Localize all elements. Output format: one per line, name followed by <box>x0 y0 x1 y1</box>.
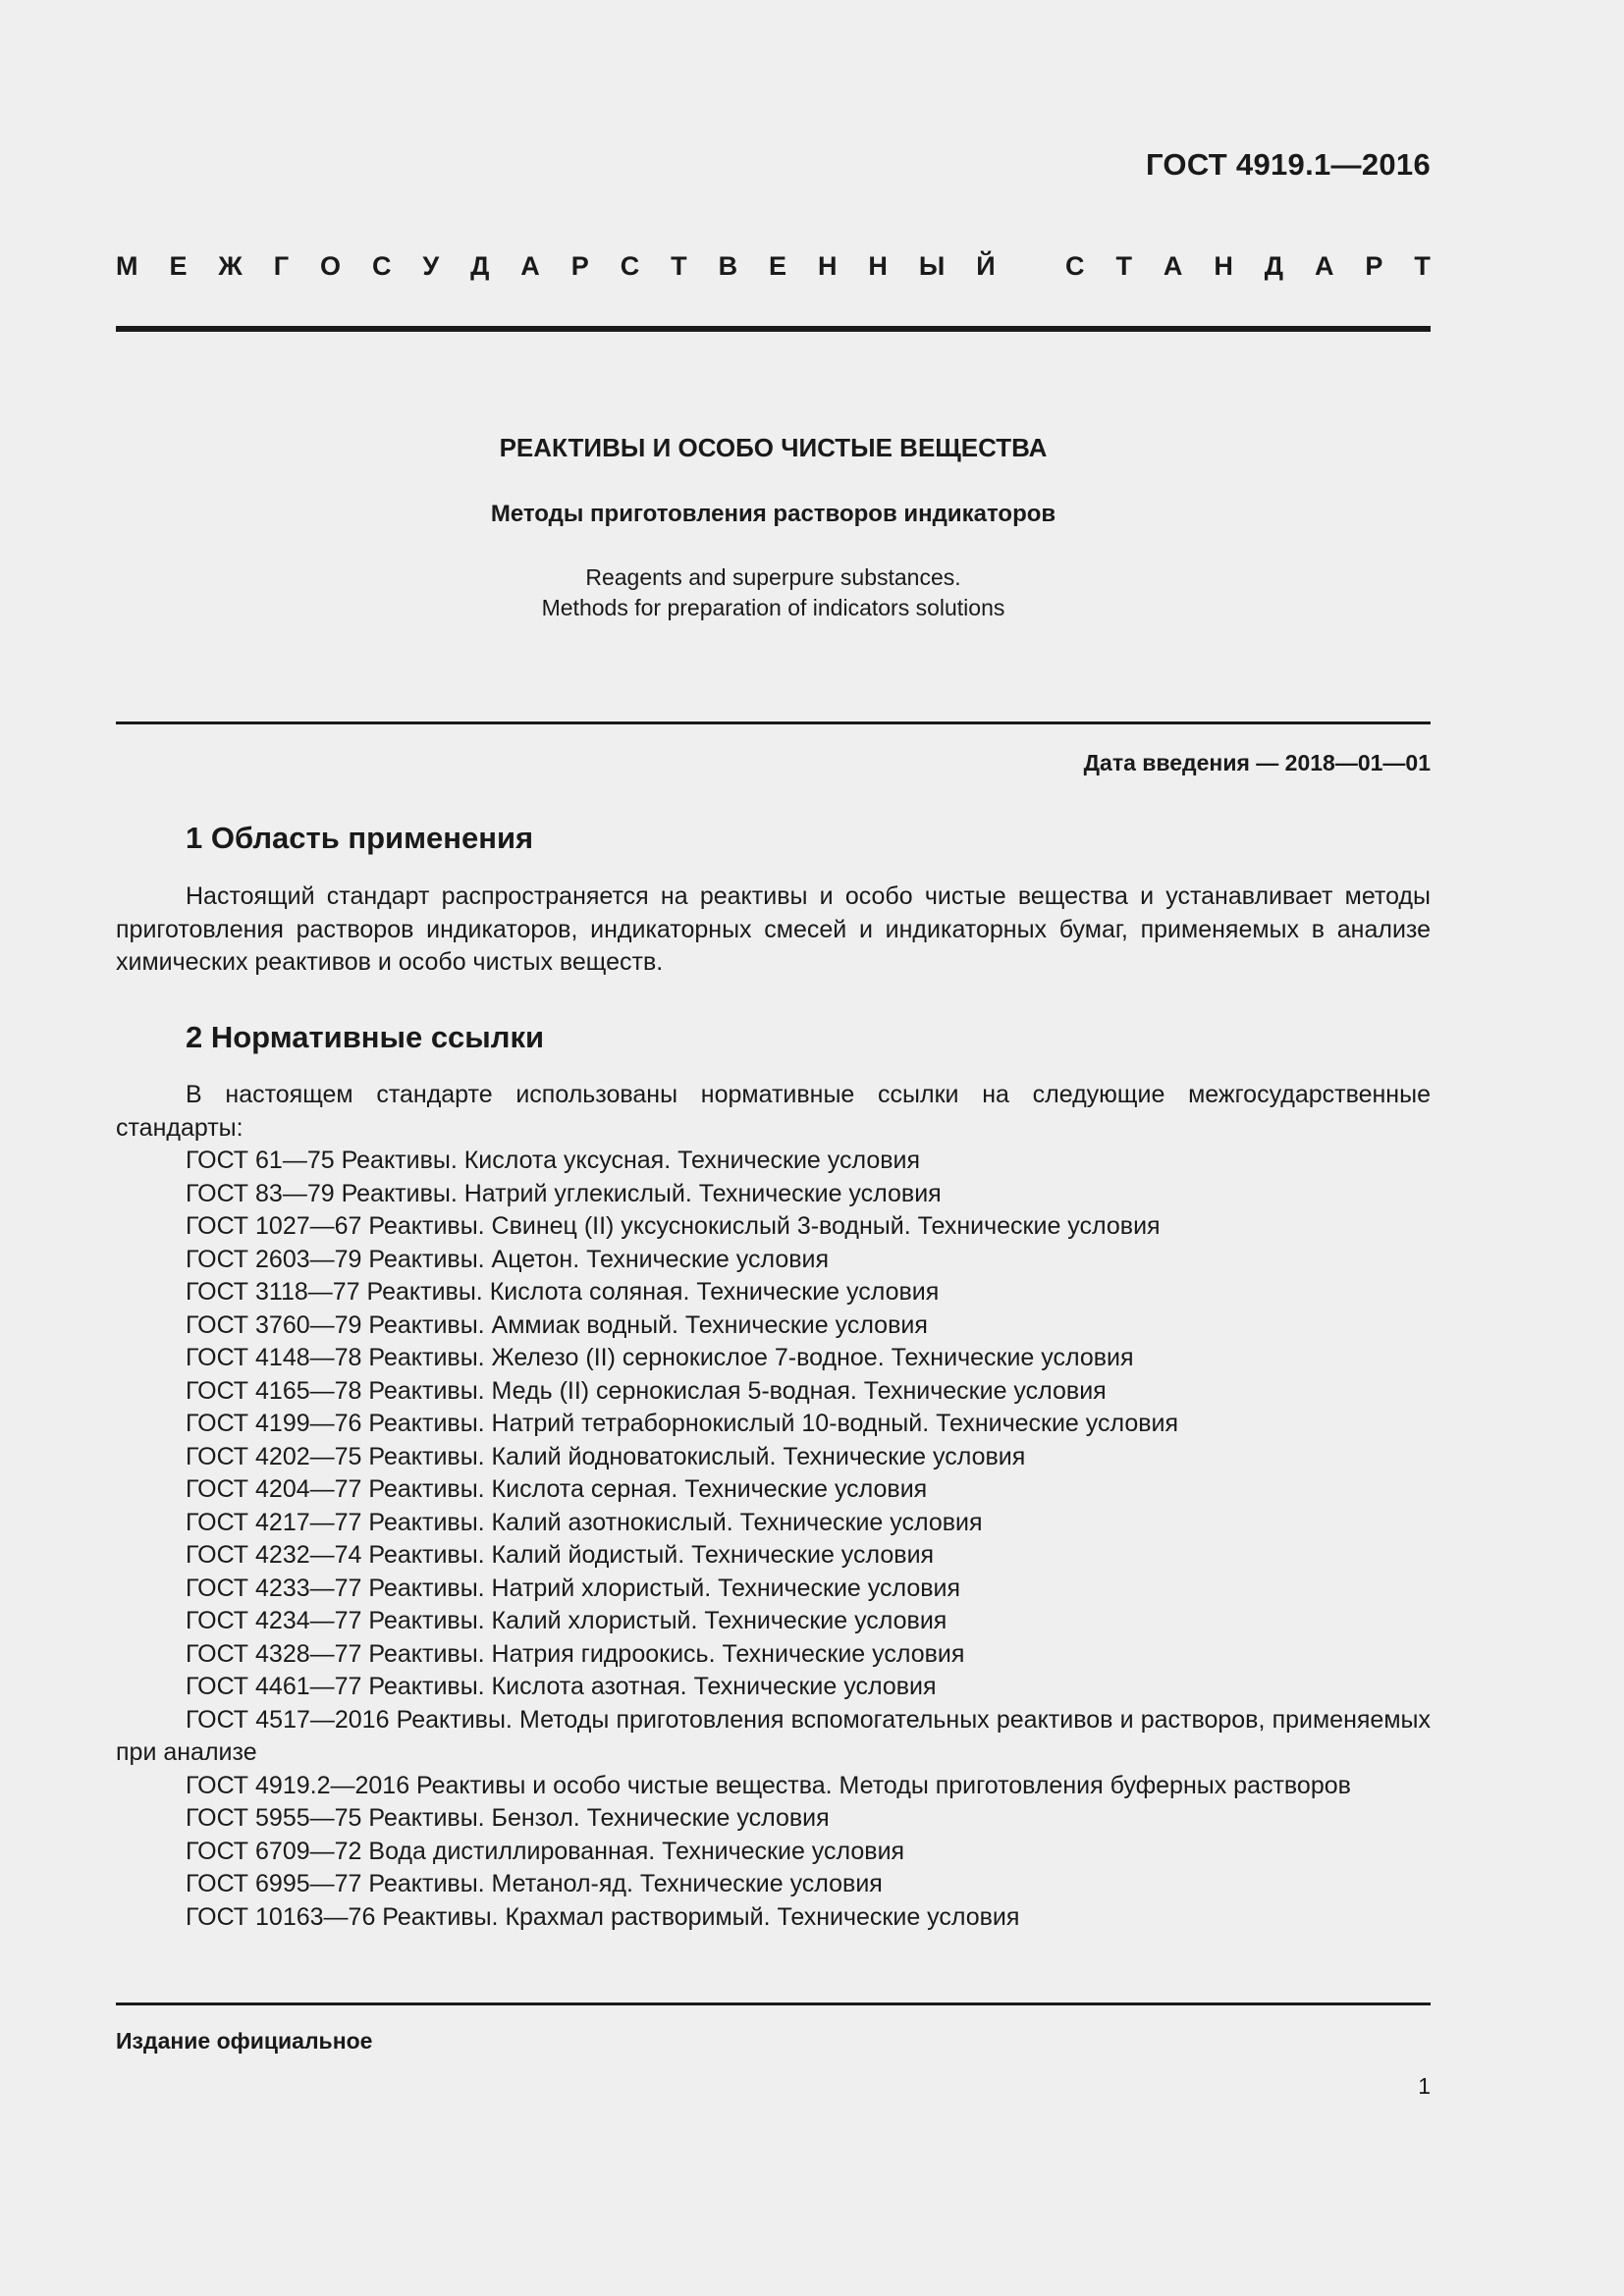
reference-item: ГОСТ 4202—75 Реактивы. Калий йодноватокислый. Технические условия <box>186 1442 1026 1470</box>
english-title <box>0 562 1546 623</box>
reference-item: ГОСТ 4461—77 Реактивы. Кислота азотная. Технические условия <box>186 1673 937 1700</box>
banner-letter: Д <box>470 251 490 281</box>
banner-letter: С <box>1065 251 1085 281</box>
reference-item: ГОСТ 4328—77 Реактивы. Натрия гидроокись. Технические условия <box>186 1639 965 1668</box>
banner-letter: О <box>319 251 341 281</box>
banner-letter: Ж <box>218 251 243 281</box>
reference-item: ГОСТ 3118—77 Реактивы. Кислота соляная. Технические условия <box>186 1278 940 1306</box>
introduction-date: Дата введения — 2018—01—01 <box>1083 750 1431 775</box>
banner-letter: Н <box>817 251 838 281</box>
reference-item: ГОСТ 1027—67 Реактивы. Свинец (II) уксуснокислый 3-водный. Технические условия <box>186 1212 1161 1240</box>
reference-item: ГОСТ 10163—76 Реактивы. Крахмал растворимый. Технические условия <box>186 1902 1020 1931</box>
english-title-line: Methods for preparation of indicators solutions <box>541 595 1005 620</box>
reference-item: ГОСТ 4234—77 Реактивы. Калий хлористый. Технические условия <box>186 1607 947 1634</box>
page-number: 1 <box>1418 2073 1431 2099</box>
banner-letter: Т <box>1414 251 1431 281</box>
banner-letter: Ы <box>918 251 946 281</box>
header-divider <box>116 326 1431 332</box>
section-1-heading: 1 Область применения <box>186 821 534 855</box>
normative-references-list <box>116 1145 1431 1934</box>
reference-item: ГОСТ 5955—75 Реактивы. Бензол. Технические условия <box>186 1804 830 1832</box>
banner-spacer <box>1027 251 1035 282</box>
footer-divider <box>116 2002 1431 2005</box>
reference-item: ГОСТ 4232—74 Реактивы. Калий йодистый. Технические условия <box>186 1541 935 1569</box>
reference-item: ГОСТ 6995—77 Реактивы. Метанол-яд. Технические условия <box>186 1870 883 1897</box>
interstate-standard-banner <box>116 251 1431 282</box>
banner-letter: Р <box>570 251 589 281</box>
reference-item: ГОСТ 61—75 Реактивы. Кислота уксусная. Технические условия <box>186 1147 921 1174</box>
banner-letter: Г <box>273 251 290 281</box>
banner-letter: Т <box>1115 251 1132 281</box>
reference-item: ГОСТ 4199—76 Реактивы. Натрий тетраборнокислый 10-водный. Технические условия <box>186 1410 1179 1437</box>
document-title: РЕАКТИВЫ И ОСОБО ЧИСТЫЕ ВЕЩЕСТВА <box>499 433 1048 462</box>
banner-letter: М <box>116 251 138 281</box>
banner-letter: Т <box>671 251 687 281</box>
title-divider <box>116 721 1431 724</box>
banner-letter: А <box>520 251 540 281</box>
banner-letter: Н <box>868 251 888 281</box>
banner-letter: А <box>1314 251 1334 281</box>
reference-item: ГОСТ 4148—78 Реактивы. Железо (II) сернокислое 7-водное. Технические условия <box>186 1344 1134 1371</box>
reference-item: ГОСТ 3760—79 Реактивы. Аммиак водный. Технические условия <box>186 1310 928 1339</box>
banner-letter: С <box>371 251 392 281</box>
document-subtitle: Методы приготовления растворов индикаторов <box>490 501 1056 527</box>
section-2-intro: В настоящем стандарте использованы нормативные ссылки на следующие межгосударственные стандарты: <box>116 1081 1431 1142</box>
section-1-text: Настоящий стандарт распространяется на реактивы и особо чистые вещества и устанавливает методы приготовления растворов индикаторов, индикаторных смесей и индикаторных бумаг, применяемых в анализе химических реактивов и особо чистых веществ. <box>116 882 1431 976</box>
banner-letter: Е <box>169 251 188 281</box>
official-edition-label: Издание официальное <box>116 2028 373 2054</box>
english-title-line: Reagents and superpure substances. <box>585 564 961 590</box>
reference-item: ГОСТ 4204—77 Реактивы. Кислота серная. Технические условия <box>186 1475 928 1503</box>
reference-item: ГОСТ 4217—77 Реактивы. Калий азотнокислый. Технические условия <box>186 1508 983 1536</box>
banner-letter: Е <box>769 251 787 281</box>
reference-item: ГОСТ 6709—72 Вода дистиллированная. Технические условия <box>186 1837 905 1865</box>
reference-item: ГОСТ 2603—79 Реактивы. Ацетон. Технические условия <box>186 1245 830 1273</box>
banner-letter: А <box>1163 251 1183 281</box>
banner-letter: В <box>718 251 738 281</box>
banner-letter: Й <box>976 251 996 281</box>
banner-letter: Р <box>1365 251 1383 281</box>
banner-letter: Д <box>1264 251 1283 281</box>
reference-item: ГОСТ 4517—2016 Реактивы. Методы приготовления вспомогательных реактивов и растворов, применяемых при анализе <box>116 1705 1431 1766</box>
banner-letter: С <box>620 251 640 281</box>
banner-letter: У <box>422 251 440 281</box>
reference-item: ГОСТ 4233—77 Реактивы. Натрий хлористый. Технические условия <box>186 1574 961 1602</box>
reference-item: ГОСТ 83—79 Реактивы. Натрий углекислый. Технические условия <box>186 1179 942 1207</box>
reference-item: ГОСТ 4165—78 Реактивы. Медь (II) сернокислая 5-водная. Технические условия <box>186 1376 1107 1405</box>
section-2-heading: 2 Нормативные ссылки <box>186 1020 545 1054</box>
standard-number: ГОСТ 4919.1—2016 <box>1145 147 1431 182</box>
banner-letter: Н <box>1214 251 1233 281</box>
reference-item: ГОСТ 4919.2—2016 Реактивы и особо чистые вещества. Методы приготовления буферных растворов <box>186 1771 1351 1799</box>
